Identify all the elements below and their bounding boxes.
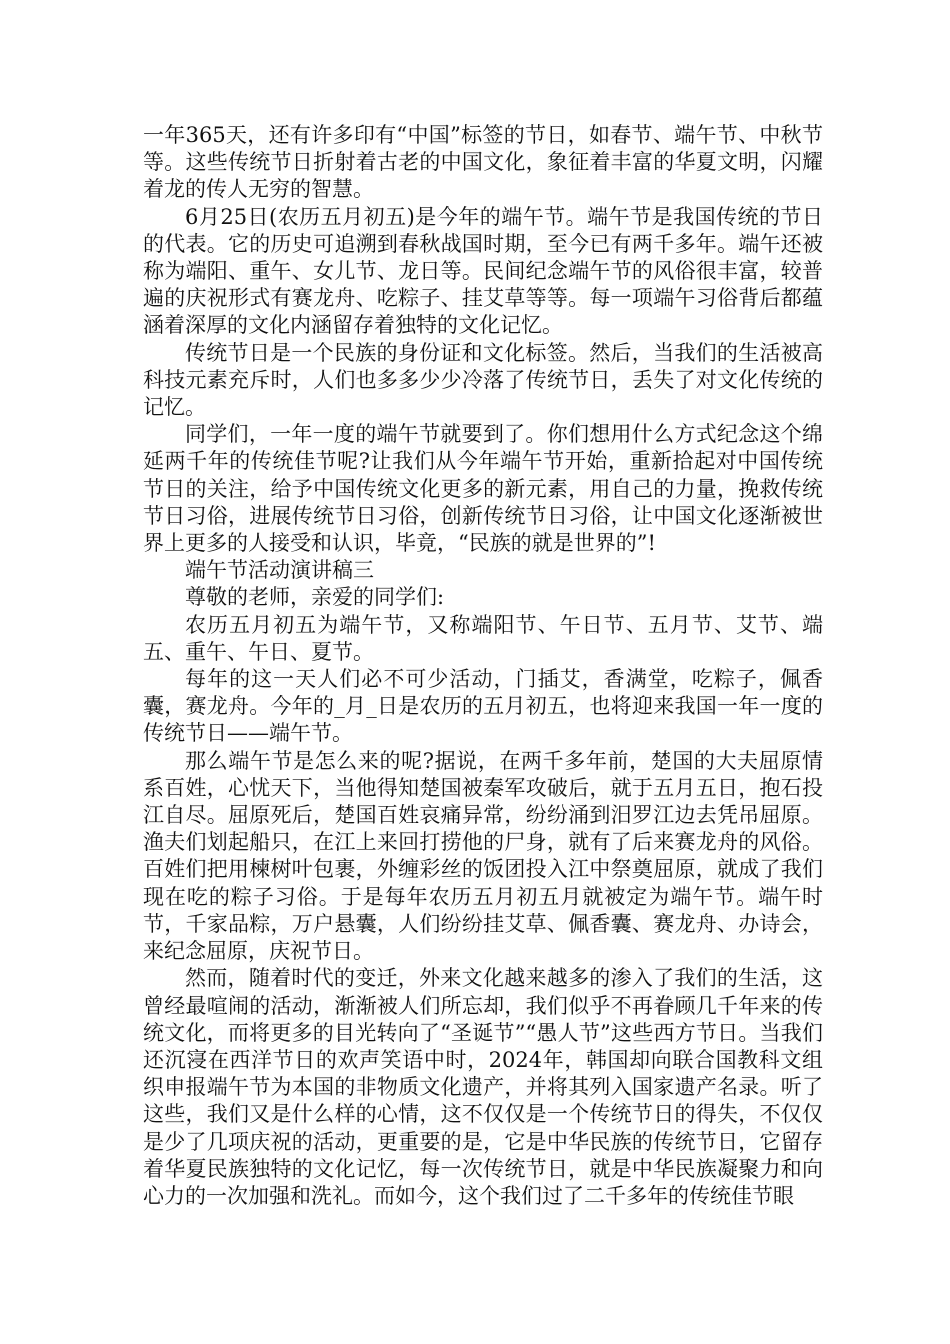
paragraph: 那么端午节是怎么来的呢?据说，在两千多年前，楚国的大夫屈原情系百姓，心忧天下，当他得知楚国被秦军攻破后，就于五月五日，抱石投江自尽。屈原死后，楚国百姓哀痛异常，纷纷涌到汨罗江边去凭吊屈原。渔夫们划起船只，在江上来回打捞他的尸身，就有了后来赛龙舟的风俗。百姓们把用楝树叶包裹，外缠彩丝的饭团投入江中祭奠屈原，就成了我们现在吃的粽子习俗。于是每年农历五月初五月就被定为端午节。端午时节，千家品粽，万户悬囊，人们纷纷挂艾草、佩香囊、赛龙舟、办诗会，来纪念屈原，庆祝节日。: [143, 748, 823, 964]
paragraph: 每年的这一天人们必不可少活动，门插艾，香满堂，吃粽子，佩香囊，赛龙舟。今年的_月_日是农历的五月初五，也将迎来我国一年一度的传统节日——端午节。: [143, 667, 823, 746]
paragraph: 一年365天，还有许多印有“中国”标签的节日，如春节、端午节、中秋节等。这些传统节日折射着古老的中国文化，象征着丰富的华夏文明，闪耀着龙的传人无穷的智慧。: [143, 123, 823, 202]
paragraph: 农历五月初五为端午节，又称端阳节、午日节、五月节、艾节、端五、重午、午日、夏节。: [143, 612, 823, 664]
paragraph: 6月25日(农历五月初五)是今年的端午节。端午节是我国传统的节日的代表。它的历史可追溯到春秋战国时期，至今已有两千多年。端午还被称为端阳、重午、女儿节、龙日等。民间纪念端午节的风俗很丰富，较普遍的庆祝形式有赛龙舟、吃粽子、挂艾草等等。每一项端午习俗背后都蕴涵着深厚的文化内涵留存着独特的文化记忆。: [143, 204, 823, 338]
paragraph: 同学们，一年一度的端午节就要到了。你们想用什么方式纪念这个绵延两千年的传统佳节呢?让我们从今年端午节开始，重新拾起对中国传统节日的关注，给予中国传统文化更多的新元素，用自己的力量，挽救传统节日习俗，进展传统节日习俗，创新传统节日习俗，让中国文化逐渐被世界上更多的人接受和认识，毕竟，“民族的就是世界的”!: [143, 422, 823, 556]
salutation: 尊敬的老师，亲爱的同学们:: [185, 585, 445, 610]
paragraph: 传统节日是一个民族的身份证和文化标签。然后，当我们的生活被高科技元素充斥时，人们也多多少少冷落了传统节日，丢失了对文化传统的记忆。: [143, 340, 823, 420]
paragraph: 然而，随着时代的变迁，外来文化越来越多的渗入了我们的生活，这曾经最喧闹的活动，渐渐被人们所忘却，我们似乎不再眷顾几千年来的传统文化，而将更多的目光转向了“圣诞节”“愚人节”这些西方节日。当我们还沉寖在西洋节日的欢声笑语中时，2024年，韩国却向联合国教科文组织申报端午节为本国的非物质文化遗产，并将其列入国家遗产名录。听了这些，我们又是什么样的心情，这不仅仅是一个传统节日的得失，不仅仅是少了几项庆祝的活动，更重要的是，它是中华民族的传统节日，它留存着华夏民族独特的文化记忆，每一次传统节日，就是中华民族凝聚力和向心力的一次加强和洗礼。而如今，这个我们过了二千多年的传统佳节眼: [143, 966, 823, 1208]
section-heading: 端午节活动演讲稿三: [185, 558, 374, 583]
document-body: [143, 122, 823, 1210]
